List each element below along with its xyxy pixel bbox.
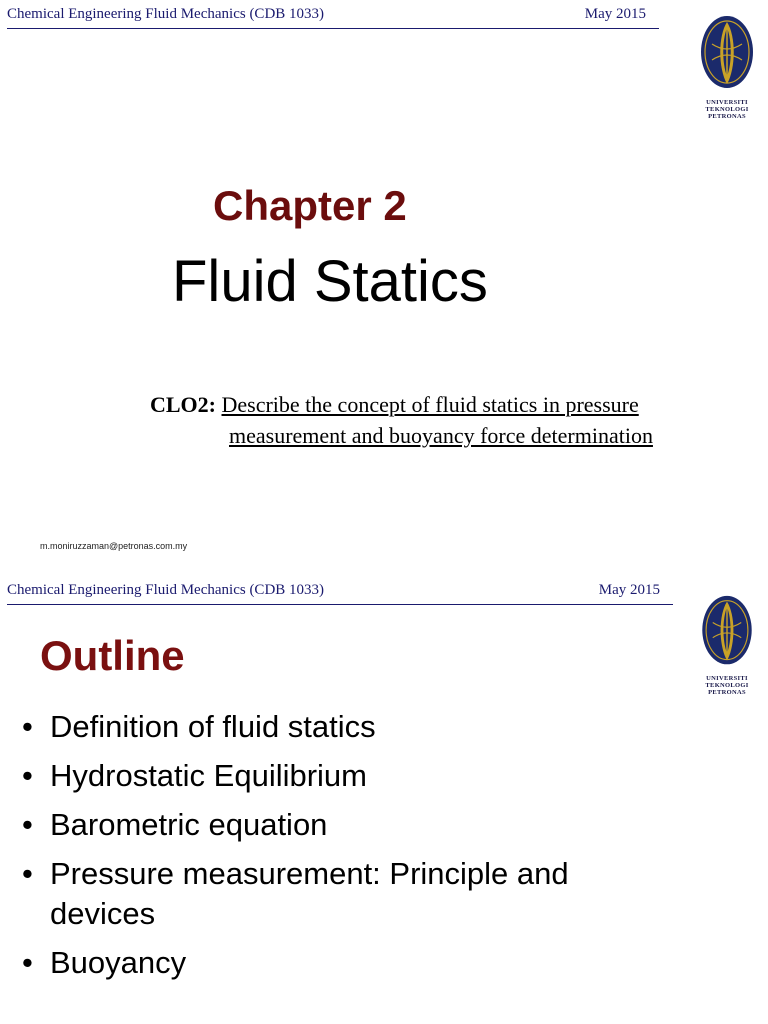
chapter-label: Chapter 2 — [213, 182, 407, 229]
course-title: Chemical Engineering Fluid Mechanics (CDB 1033) — [7, 6, 325, 22]
list-item: • Barometric equation — [22, 805, 682, 845]
clo-text-line-1: Describe the concept of fluid statics in pressure — [221, 392, 639, 417]
list-item: • Definition of fluid statics — [22, 707, 682, 747]
slide-header — [7, 4, 659, 29]
bullet-icon: • — [22, 856, 33, 891]
outline-list — [22, 707, 682, 992]
bullet-icon: • — [22, 807, 33, 842]
slide-date: May 2015 — [598, 582, 660, 598]
list-item: • Pressure measurement: Principle and devices — [22, 856, 569, 931]
list-item: • Buoyancy — [22, 943, 682, 983]
list-item: • Hydrostatic Equilibrium — [22, 756, 682, 796]
clo-label: CLO2: — [150, 392, 216, 417]
clo-text-line-2: measurement and buoyancy force determination — [229, 423, 653, 448]
utp-logo — [698, 14, 756, 120]
utp-emblem-icon — [698, 14, 756, 94]
logo-text: UNIVERSITI TEKNOLOGI PETRONAS — [705, 99, 749, 120]
bullet-icon: • — [22, 945, 33, 980]
author-email: m.moniruzzaman@petronas.com.my — [40, 541, 188, 551]
course-title: Chemical Engineering Fluid Mechanics (CDB 1033) — [7, 582, 325, 598]
logo-text: UNIVERSITI TEKNOLOGI PETRONAS — [705, 675, 749, 696]
utp-logo — [698, 594, 756, 694]
slide-date: May 2015 — [584, 6, 646, 22]
slide-header — [7, 580, 673, 605]
bullet-icon: • — [22, 709, 33, 744]
bullet-icon: • — [22, 758, 33, 793]
slide-title: Fluid Statics — [172, 249, 488, 314]
utp-emblem-icon — [698, 594, 756, 670]
outline-heading: Outline — [40, 632, 185, 679]
slide-outline — [0, 574, 768, 1024]
